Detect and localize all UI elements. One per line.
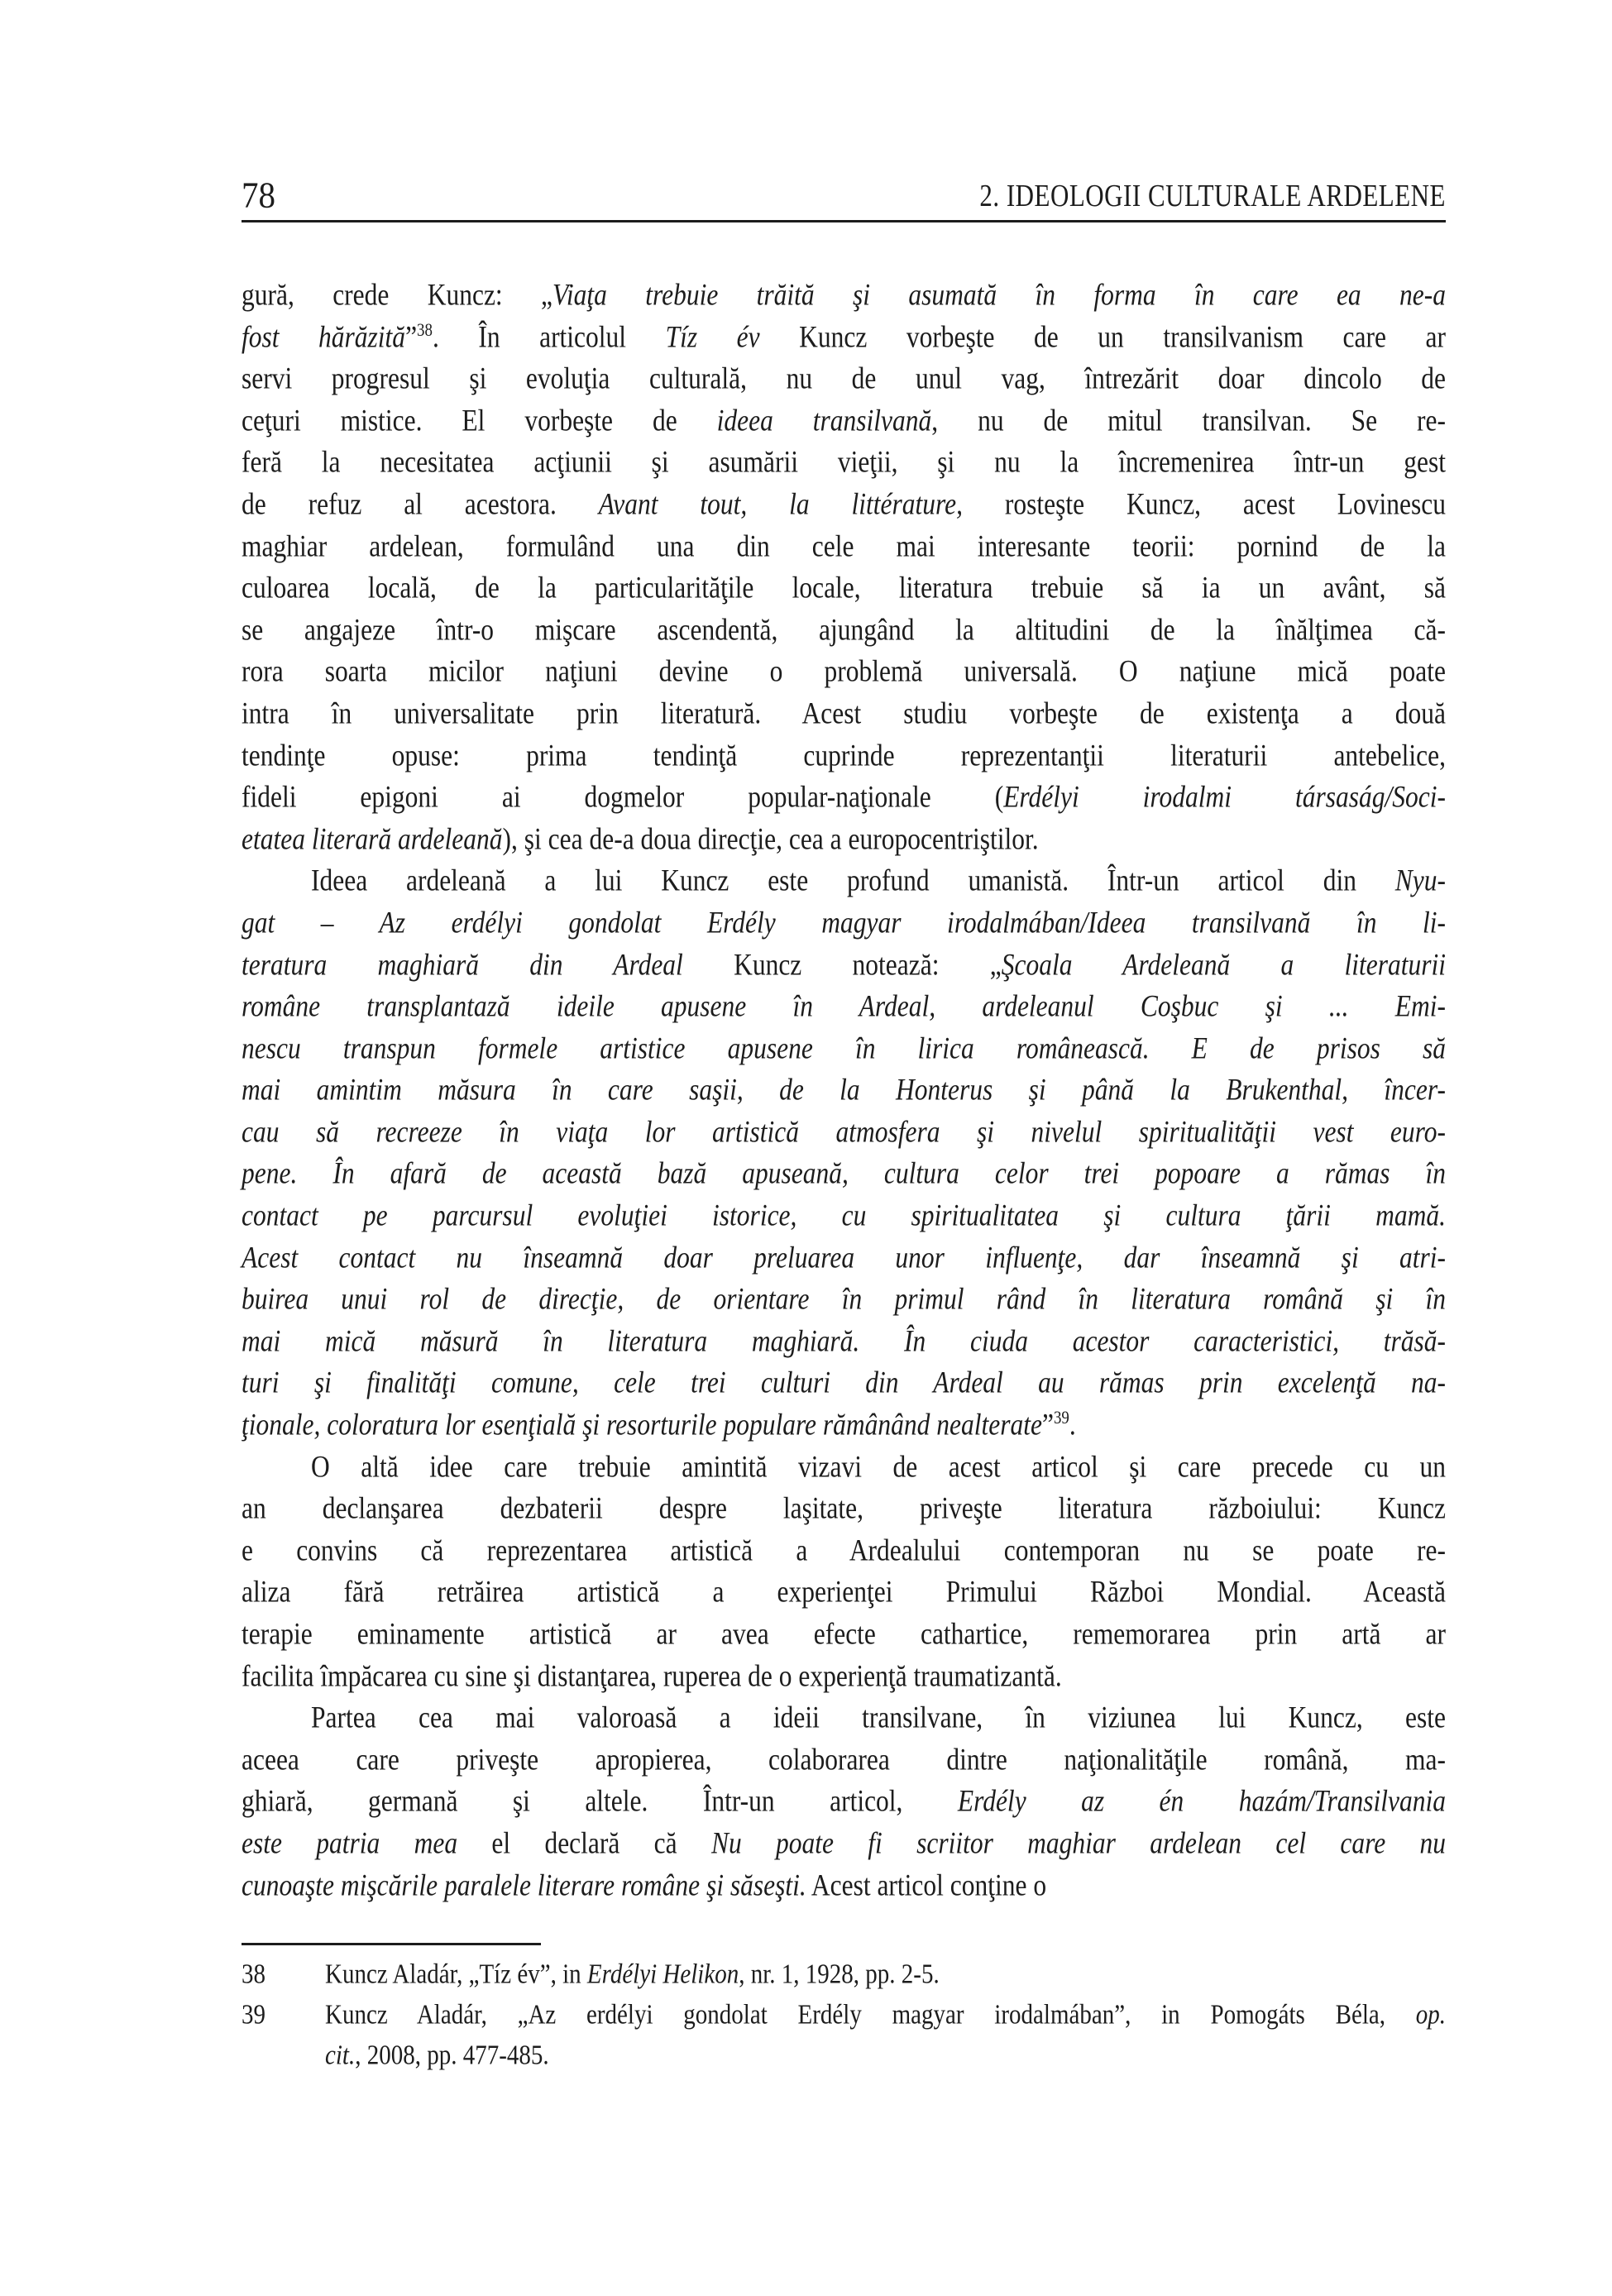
italic-run: ideea transilvană <box>716 403 932 438</box>
text-run: Acest articol conţine o <box>806 1868 1047 1902</box>
text-line <box>242 1610 1446 1659</box>
italic-run: mai amintim măsura în care saşii, de la Honterus şi până la Brukenthal, încer- <box>242 1073 1446 1107</box>
text-run: fideli epigoni ai dogmelor popular-naţionale ( <box>242 780 1004 814</box>
text-run: . <box>1069 1408 1076 1442</box>
footnotes <box>242 1954 1446 2076</box>
text-run: servi progresul şi evoluţia culturală, nu de unul vag, întrezărit doar dincolo de <box>242 361 1446 395</box>
italic-run: cit. <box>325 2040 356 2071</box>
italic-run: cunoaşte mişcările paralele literare române şi săseşti. <box>242 1868 806 1902</box>
text-run: Kuncz notează: „ <box>682 947 1002 982</box>
header-rule <box>242 220 1446 222</box>
footnote-ref: 39 <box>1053 1408 1069 1429</box>
footnote <box>242 1954 1446 1995</box>
text-run: , 2008, pp. 477-485. <box>355 2040 549 2071</box>
running-title: 2. IDEOLOGII CULTURALE ARDELENE <box>979 177 1446 213</box>
paragraph <box>242 860 1446 1446</box>
italic-run: Erdély az én hazám/Transilvania <box>957 1784 1446 1819</box>
text-run: Kuncz Aladár, „Az erdélyi gondolat Erdély magyar irodalmában”, in Pomogáts Béla, <box>325 1999 1416 2031</box>
italic-run: nescu transpun formele artistice apusene în lirica românească. E de prisos să <box>242 1031 1446 1065</box>
italic-run: etatea literară ardeleană <box>242 821 503 856</box>
paragraph <box>242 275 1446 860</box>
text-run: ghiară, germană şi altele. Într-un articol, <box>242 1784 958 1819</box>
footnote <box>242 1995 1446 2076</box>
paragraph <box>242 1447 1446 1698</box>
text-line <box>242 983 1446 1031</box>
page-number: 78 <box>242 174 275 216</box>
text-run: rora soarta micilor naţiuni devine o problemă universală. O naţiune mică poate <box>242 654 1446 689</box>
italic-run: române transplantază ideile apusene în Ardeal, ardeleanul Coşbuc şi ... Emi- <box>242 989 1446 1023</box>
text-run: culoarea locală, de la particularităţile locale, literatura trebuie să ia un avânt, să <box>242 571 1446 605</box>
italic-run: Erdélyi Helikon <box>586 1959 739 1990</box>
text-run: rosteşte Kuncz, acest Lovinescu <box>962 487 1446 521</box>
text-run: ), şi cea de-a doua direcţie, cea a europocentriştilor. <box>502 821 1039 856</box>
text-run: ” <box>405 319 418 354</box>
italic-run: op. <box>1415 1999 1446 2031</box>
text-run: de refuz al acestora. <box>242 487 599 521</box>
footnote-rule <box>242 1943 541 1945</box>
italic-run: Erdélyi irodalmi társaság/Soci- <box>1003 780 1446 814</box>
text-run: . În articolul <box>432 319 666 354</box>
italic-run: Acest contact nu înseamnă doar preluarea unor influenţe, dar înseamnă şi atri- <box>242 1240 1446 1275</box>
text-line <box>242 690 1446 739</box>
text-run: Partea cea mai valoroasă a ideii transilvane, în viziunea lui Kuncz, este <box>311 1700 1446 1734</box>
text-line <box>242 899 1446 948</box>
body-text <box>242 275 1446 1906</box>
text-run: an declanşarea dezbaterii despre laşitate, priveşte literatura războiului: Kuncz <box>242 1491 1446 1525</box>
text-run: tendinţe opuse: prima tendinţă cuprinde reprezentanţii literaturii antebelice, <box>242 738 1446 773</box>
italic-run: Şcoala Ardeleană a literaturii <box>1001 947 1446 982</box>
text-run: feră la necesitatea acţiunii şi asumării vieţii, şi nu la încremenirea într-un gest <box>242 445 1446 480</box>
text-run: e convins că reprezentarea artistică a Ardealului contemporan nu se poate re- <box>242 1533 1446 1567</box>
text-run: ” <box>1041 1408 1054 1442</box>
italic-run: gat – Az erdélyi gondolat Erdély magyar irodalmában/Ideea transilvană în li- <box>242 905 1446 940</box>
italic-run: este patria mea <box>242 1826 458 1860</box>
text-run: el declară că <box>457 1826 711 1860</box>
text-run: ceţuri mistice. El vorbeşte de <box>242 403 717 438</box>
text-run: gură, crede Kuncz: „ <box>242 278 553 312</box>
text-run: terapie eminamente artistică ar avea efecte cathartice, rememorarea prin artă ar <box>242 1617 1446 1651</box>
text-line <box>242 481 1446 529</box>
text-line <box>242 271 1446 320</box>
italic-run: Viaţa trebuie trăită şi asumată în forma în care ea ne-a <box>552 278 1446 312</box>
page-header <box>242 174 1446 216</box>
text-line <box>242 1820 1446 1868</box>
text-run: intra în universalitate prin literatură. Acest studiu vorbeşte de existenţa a două <box>242 696 1446 730</box>
text-line <box>242 1192 1446 1241</box>
italic-run: contact pe parcursul evoluţiei istorice, cu spiritualitatea şi cultura ţării mamă. <box>242 1198 1446 1232</box>
text-run: Kuncz Aladár, „Tíz év”, in <box>325 1959 587 1990</box>
text-run: facilita împăcarea cu sine şi distanţarea, ruperea de o experienţă traumatizantă. <box>242 1658 1062 1693</box>
italic-run: buirea unui rol de direcţie, de orientare în primul rând în literatura română şi în <box>242 1282 1446 1316</box>
italic-run: Nu poate fi scriitor maghiar ardelean cel care nu <box>710 1826 1446 1860</box>
text-line <box>242 1862 1446 1911</box>
text-line <box>242 1401 1446 1450</box>
paragraph <box>242 1697 1446 1906</box>
italic-run: Tíz év <box>665 319 760 354</box>
italic-run: Avant tout, la littérature, <box>598 487 963 521</box>
italic-run: Nyu- <box>1394 863 1446 897</box>
text-line <box>325 2032 1446 2079</box>
italic-run: turi şi finalităţi comune, cele trei culturi din Ardeal au rămas prin excelenţă na- <box>242 1366 1446 1400</box>
text-run: se angajeze într-o mişcare ascendentă, ajungând la altitudini de la înălţimea că- <box>242 612 1446 647</box>
italic-run: mai mică măsură în literatura maghiară. În ciuda acestor caracteristici, trăsă- <box>242 1323 1446 1358</box>
footnote-ref: 38 <box>417 320 433 341</box>
text-run: aliza fără retrăirea artistică a experienţei Primului Război Mondial. Această <box>242 1575 1446 1610</box>
text-run: O altă idee care trebuie amintită vizavi de acest articol şi care precede cu un <box>311 1449 1446 1484</box>
italic-run: cau să recreeze în viaţa lor artistică atmosfera şi nivelul spiritualităţii vest euro- <box>242 1114 1446 1149</box>
footnote-text <box>325 1995 1446 2076</box>
text-run: maghiar ardelean, formulând una din cele mai interesante teorii: pornind de la <box>242 529 1446 563</box>
italic-run: pene. În afară de această bază apuseană, cultura celor trei popoare a rămas în <box>242 1156 1446 1191</box>
text-run: Ideea ardeleană a lui Kuncz este profund umanistă. Într-un articol din <box>311 863 1395 897</box>
text-run: , nr. 1, 1928, pp. 2-5. <box>739 1959 940 1990</box>
text-run: Kuncz vorbeşte de un transilvanism care ar <box>759 319 1446 354</box>
footnote-text <box>325 1954 1446 1995</box>
text-run: , nu de mitul transilvan. Se re- <box>931 403 1447 438</box>
text-run: aceea care priveşte apropierea, colaborarea dintre naţionalităţile română, ma- <box>242 1742 1446 1777</box>
footnote-number: 38 <box>242 1959 265 1990</box>
italic-run: fost hărăzită <box>242 319 406 354</box>
italic-run: teratura maghiară din Ardeal <box>242 947 683 982</box>
italic-run: ţionale, coloratura lor esenţială şi resorturile populare rămânând nealterate <box>242 1408 1042 1442</box>
footnote-number: 39 <box>242 1999 265 2031</box>
